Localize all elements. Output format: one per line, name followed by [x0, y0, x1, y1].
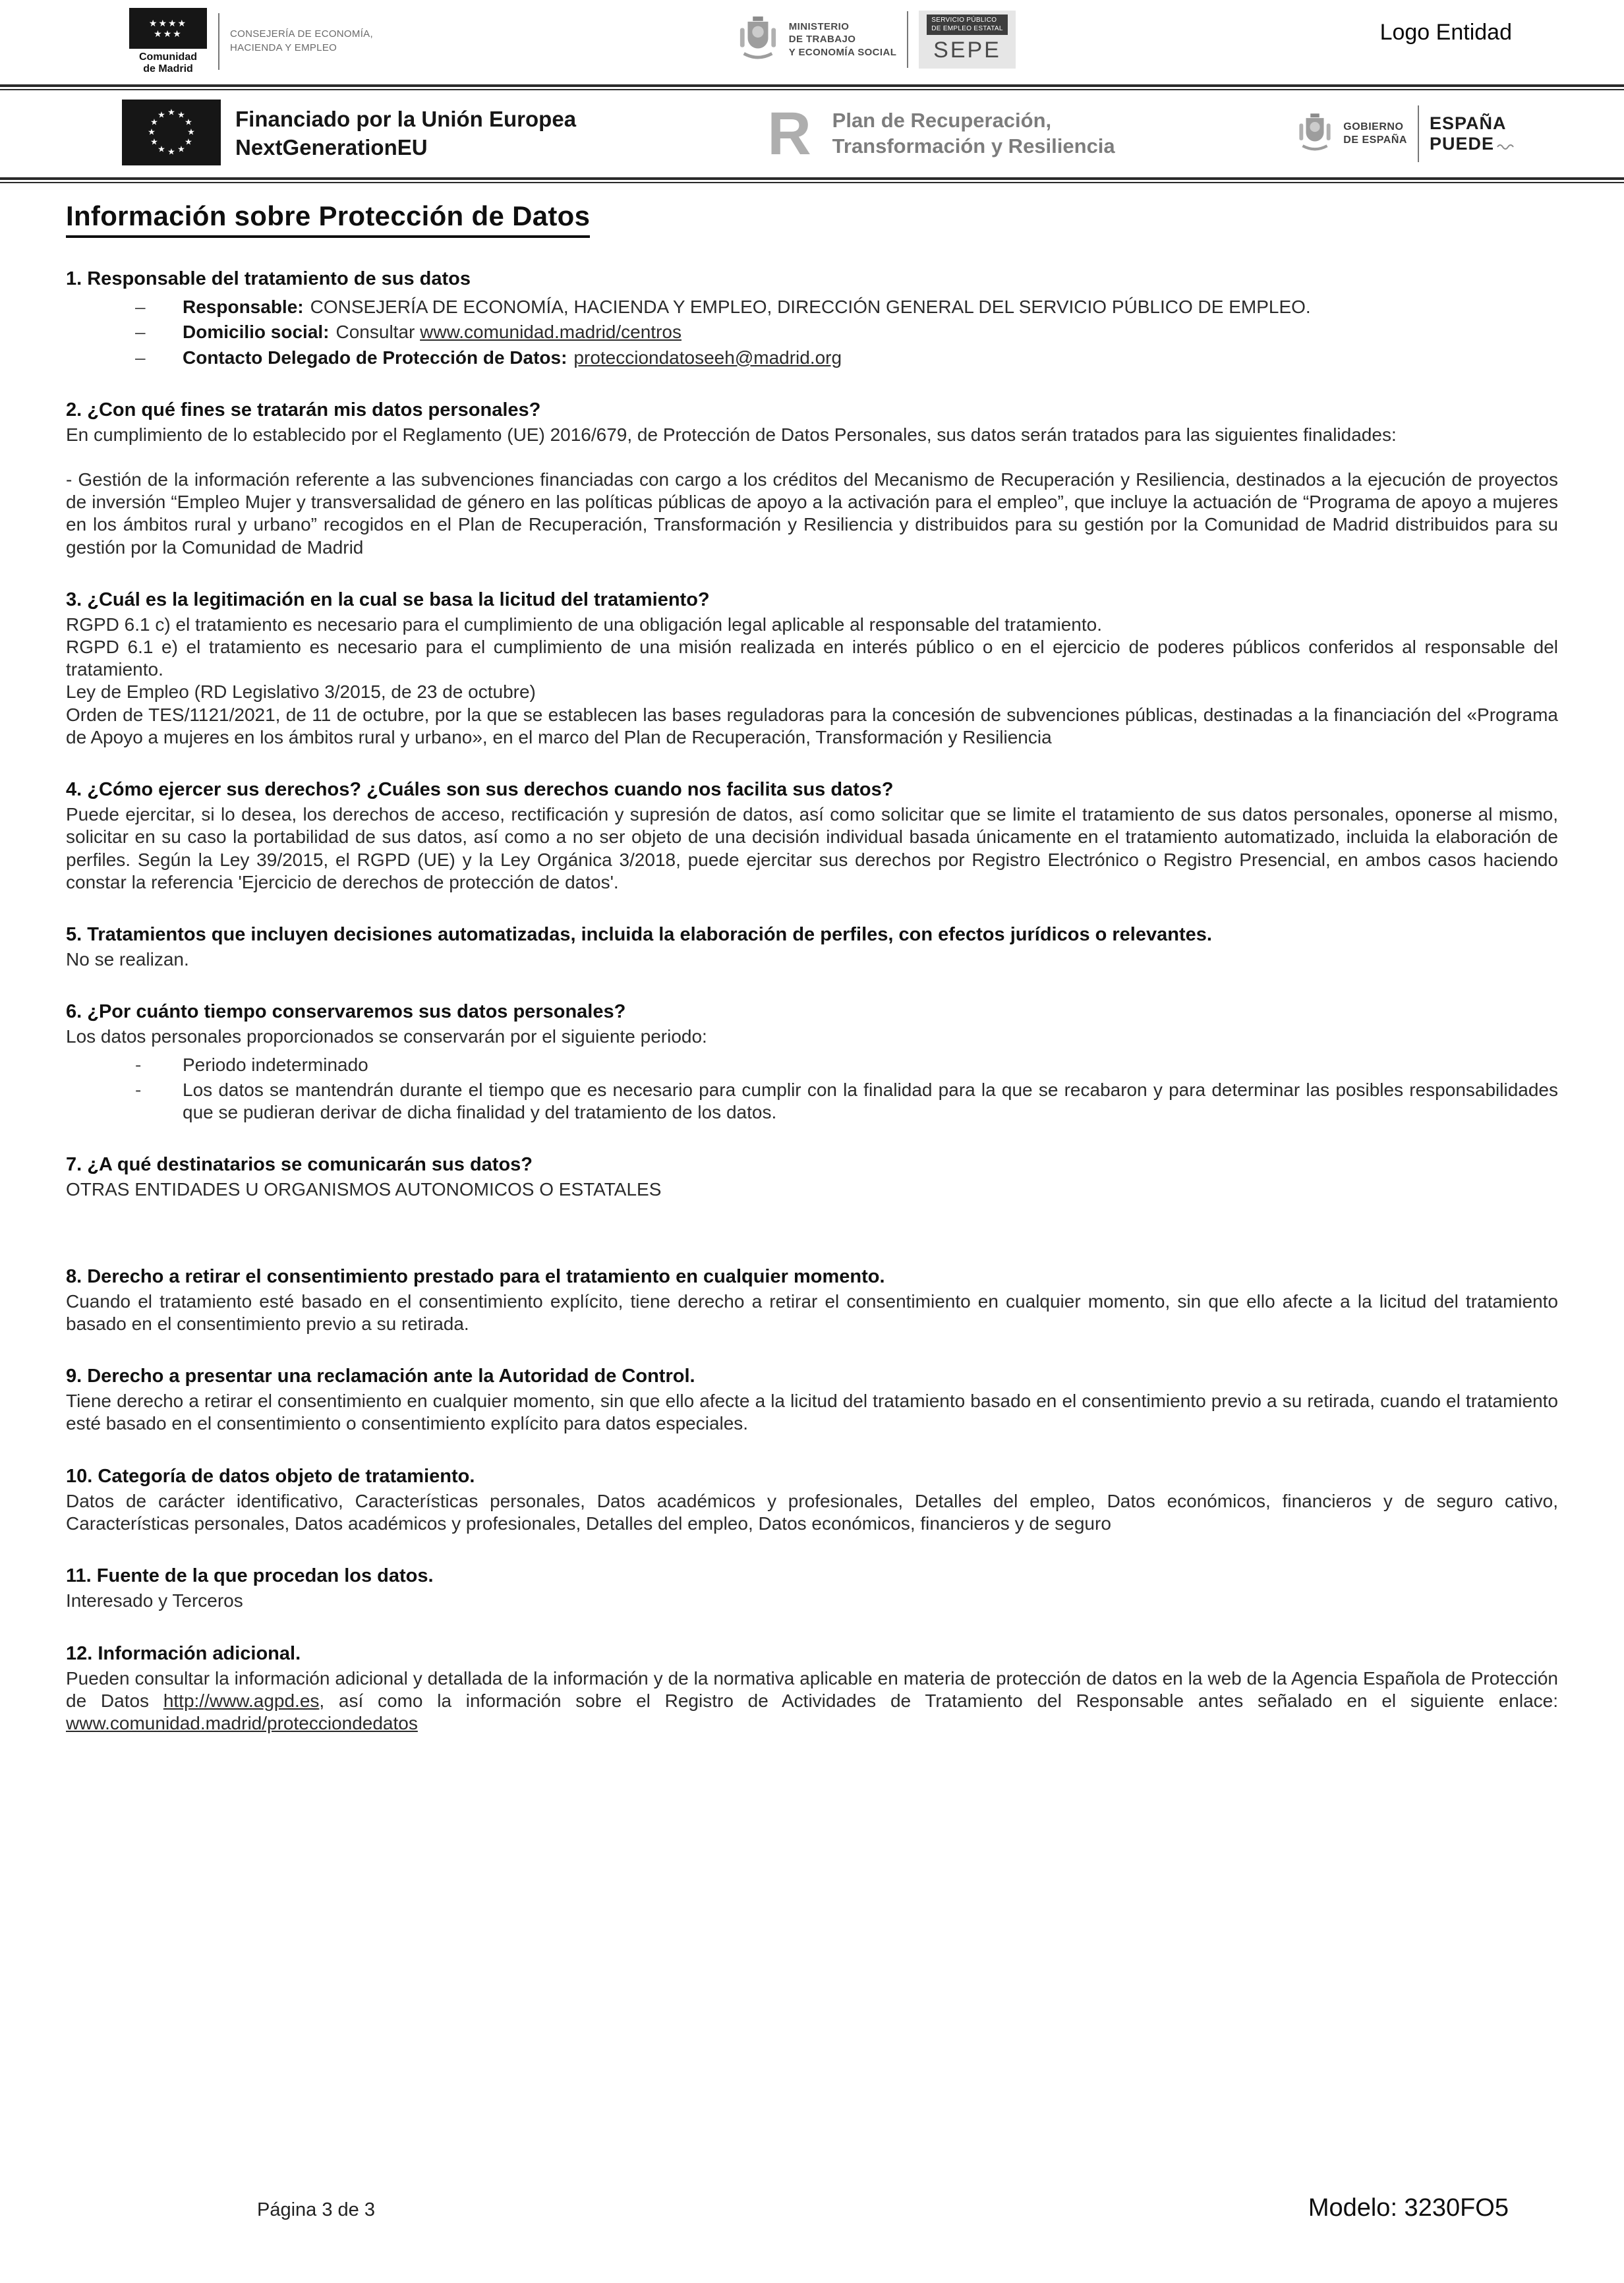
section-7-destinatarios: [66, 1153, 1558, 1201]
gobierno-espana-block: [1297, 105, 1515, 162]
list-item: [66, 1054, 1558, 1076]
list-item: [66, 321, 1558, 343]
svg-text:★: ★: [158, 144, 165, 154]
form-model-code: Modelo: 3230FO5: [1308, 2194, 1509, 2222]
list-item: [66, 1079, 1558, 1124]
svg-text:★: ★: [177, 144, 185, 154]
paragraph: RGPD 6.1 e) el tratamiento es necesario para el cumplimiento de una misión realizada en interés público o en el ejercicio de poderes públicos conferidos al responsable del tratamiento.: [66, 637, 1558, 680]
svg-text:★: ★: [148, 127, 156, 137]
paragraph: Orden de TES/1121/2021, de 11 de octubre, por la que se establecen las bases reguladoras para la concesión de subvenciones públicas, destinadas a la financiación del «Programa de Apoyo a mujeres en los ámbitos rural y urbano», en el marco del Plan de Recuperación, Transformación y Resiliencia: [66, 704, 1558, 747]
espana-puede-label: ESPAÑA PUEDE: [1430, 113, 1515, 154]
dash-marker: –: [135, 322, 146, 343]
section-heading: 5. Tratamientos que incluyen decisiones automatizadas, incluida la elaboración de perfiles, con efectos jurídicos o relevantes.: [66, 923, 1212, 945]
section-4-derechos: [66, 778, 1558, 894]
section-2-fines: [66, 398, 1558, 559]
prtr-block: [759, 100, 1115, 167]
entity-logo-placeholder: Logo Entidad: [1379, 20, 1512, 45]
dash-marker: –: [135, 347, 146, 368]
list-item: [66, 347, 1558, 369]
paragraph: Ley de Empleo (RD Legislativo 3/2015, de 23 de octubre): [66, 681, 536, 703]
section-11-fuente-datos: [66, 1564, 1558, 1612]
eu-funding-block: [122, 100, 576, 169]
section-heading: 4. ¿Cómo ejercer sus derechos? ¿Cuáles son sus derechos cuando nos facilita sus datos?: [66, 778, 894, 800]
spain-coat-of-arms-icon: [738, 15, 778, 65]
section-9-reclamacion: [66, 1364, 1558, 1435]
svg-text:★: ★: [158, 110, 165, 120]
funding-banner: [0, 90, 1624, 177]
document-footer: [0, 2194, 1624, 2222]
link-comunidad-madrid-centros[interactable]: www.comunidad.madrid/centros: [420, 322, 682, 343]
section-heading: 2. ¿Con qué fines se tratarán mis datos personales?: [66, 399, 541, 420]
comunidad-madrid-block: [129, 8, 373, 74]
paragraph: OTRAS ENTIDADES U ORGANISMOS AUTONOMICOS O ESTATALES: [66, 1179, 662, 1200]
section-heading: 11. Fuente de la que procedan los datos.: [66, 1565, 434, 1587]
field-label: Responsable:: [183, 297, 304, 318]
header-top-row: [0, 0, 1624, 84]
field-label: Domicilio social:: [183, 322, 330, 343]
eu-flag-icon: [122, 100, 221, 169]
paragraph: Puede ejercitar, si lo desea, los derechos de acceso, rectificación y supresión de datos, así como solicitar que se limite el tratamiento de sus datos personales, oponerse al mismo, solicitar en su caso la portabilidad de sus datos, así como a no ser objeto de una decisión individual basada únicamente en el tratamiento automatizado, incluida la elaboración de perfiles. Según la Ley 39/2015, el RGPD (UE) y la Ley Orgánica 3/2018, puede ejercitar sus derechos por Registro Electrónico o Registro Presencial, en ambos casos haciendo constar la referencia 'Ejercicio de derechos de protección de datos'.: [66, 804, 1558, 892]
paragraph: Cuando el tratamiento esté basado en el consentimiento explícito, tiene derecho a retirar el consentimiento en cualquier momento, sin que ello afecte a la licitud del tratamiento basado en el consentimiento previo a su retirada.: [66, 1290, 1558, 1334]
horizontal-rule: [0, 84, 1624, 90]
section-6-conservacion: [66, 1000, 1558, 1124]
sepe-logo: [919, 11, 1015, 69]
section-heading: 6. ¿Por cuánto tiempo conservaremos sus datos personales?: [66, 1001, 626, 1023]
link-agpd[interactable]: http://www.agpd.es: [163, 1691, 320, 1711]
section-5-decisiones-automatizadas: [66, 923, 1558, 971]
section-heading: 9. Derecho a presentar una reclamación ante la Autoridad de Control.: [66, 1366, 695, 1387]
paragraph: Datos de carácter identificativo, Características personales, Datos académicos y profesionales, Detalles del empleo, Datos económicos, financieros y de seguro cativo, Características personales, Datos académicos y profesionales, Detalles del empleo, Datos económicos, financieros y de seguro: [66, 1490, 1558, 1534]
comunidad-madrid-wordmark: Comunidad de Madrid: [139, 51, 197, 74]
svg-text:★: ★: [167, 147, 175, 157]
section-heading: 7. ¿A qué destinatarios se comunicarán sus datos?: [66, 1154, 533, 1176]
svg-text:★: ★: [185, 137, 192, 147]
ministry-label: MINISTERIO DE TRABAJO Y ECONOMÍA SOCIAL: [788, 20, 897, 58]
stars-row: ★★★: [154, 28, 183, 39]
document-body: [0, 183, 1624, 1735]
madrid-stars-icon: [129, 8, 207, 49]
horizontal-rule: [0, 177, 1624, 183]
dash-marker: -: [135, 1054, 142, 1075]
section-heading: 3. ¿Cuál es la legitimación en la cual se basa la licitud del tratamiento?: [66, 589, 710, 610]
svg-text:★: ★: [167, 107, 175, 117]
section-3-legitimacion: [66, 588, 1558, 749]
svg-text:★: ★: [187, 127, 195, 137]
gobierno-espana-label: GOBIERNO DE ESPAÑA: [1343, 121, 1407, 146]
paragraph: RGPD 6.1 c) el tratamiento es necesario para el cumplimiento de una obligación legal aplicable al responsable del tratamiento.: [66, 614, 1102, 635]
responsable-list: [66, 296, 1558, 368]
paragraph: - Gestión de la información referente a las subvenciones financiadas con cargo a los créditos del Mecanismo de Recuperación y Resiliencia, destinados a la ejecución de proyectos de inversión “Empleo Mujer y transversalidad de género en las políticas públicas de apoyo a la activación para el empleo”, que incluye la actuación de “Programa de apoyo a mujeres en los ámbitos rural y urbano” recogidos en el Plan de Recuperación, Transformación y Resiliencia y distribuidos para su gestión por la Comunidad de Madrid distribuidos para su gestión por la Comunidad de Madrid: [66, 469, 1558, 558]
list-item-text: Los datos se mantendrán durante el tiempo que es necesario para cumplir con la finalidad para la que se recabaron y para determinar las posibles responsabilidades que se pudieran derivar de dicha finalidad y del tratamiento de los datos.: [183, 1079, 1558, 1122]
svg-text:★: ★: [177, 110, 185, 120]
list-item-text: Domicilio social: Consultar www.comunidad.madrid/centros: [183, 322, 682, 343]
stars-row: ★★★★: [148, 17, 188, 28]
paragraph: Los datos personales proporcionados se conservarán por el siguiente periodo:: [66, 1026, 707, 1047]
dash-marker: -: [135, 1079, 142, 1100]
list-item: [66, 296, 1558, 318]
vertical-divider: [907, 11, 908, 68]
svg-text:★: ★: [150, 137, 158, 147]
svg-text:★: ★: [150, 117, 158, 127]
page-title: Información sobre Protección de Datos: [66, 200, 590, 238]
gobierno-coat-of-arms-icon: [1297, 112, 1333, 156]
paragraph: Pueden consultar la información adicional y detallada de la información y de la normativa aplicable en materia de protección de datos en la web de la Agencia Española de Protección de Datos http://www.agpd.es, así como la información sobre el Registro de Actividades de Tratamiento del Responsable antes señalado en el siguiente enlace: www.comunidad.madrid/protecciondedatos: [66, 1667, 1558, 1734]
section-heading: 1. Responsable del tratamiento de sus datos: [66, 268, 471, 289]
paragraph: Interesado y Terceros: [66, 1590, 243, 1611]
consejeria-label: CONSEJERÍA DE ECONOMÍA, HACIENDA Y EMPLEO: [230, 28, 373, 53]
svg-text:★: ★: [185, 117, 192, 127]
link-dpo-email[interactable]: protecciondatoseeh@madrid.org: [573, 347, 842, 368]
sepe-wordmark: SEPE: [933, 38, 1001, 63]
vertical-divider: [218, 13, 219, 70]
list-item-text: Responsable: CONSEJERÍA DE ECONOMÍA, HACIENDA Y EMPLEO, DIRECCIÓN GENERAL DEL SERVICIO PÚBLICO DE EMPLEO.: [183, 297, 1311, 318]
paragraph: Tiene derecho a retirar el consentimiento en cualquier momento, sin que ello afecte a la licitud del tratamiento basado en el consentimiento previo a su retirada, cuando el tratamiento esté basado en el consentimiento o consentimiento explícito para datos especiales.: [66, 1391, 1558, 1434]
list-item-text: [183, 347, 1558, 369]
eu-funding-label: Financiado por la Unión Europea NextGenerationEU: [235, 107, 577, 159]
section-8-retirar-consentimiento: [66, 1265, 1558, 1336]
comunidad-madrid-logo: [129, 8, 208, 74]
section-10-categoria-datos: [66, 1464, 1558, 1536]
section-1-responsable: [66, 267, 1558, 369]
page-number: Página 3 de 3: [257, 2199, 375, 2220]
section-heading: 8. Derecho a retirar el consentimiento prestado para el tratamiento en cualquier momento.: [66, 1265, 885, 1287]
paragraph: En cumplimiento de lo establecido por el Reglamento (UE) 2016/679, de Protección de Datos Personales, sus datos serán tratados para las siguientes finalidades:: [66, 424, 1397, 445]
prtr-label: Plan de Recuperación, Transformación y Resiliencia: [832, 109, 1115, 158]
wave-icon: [1497, 134, 1515, 154]
link-comunidad-madrid-protecciondedatos[interactable]: www.comunidad.madrid/protecciondedatos: [66, 1713, 418, 1734]
vertical-divider: [1418, 105, 1419, 162]
section-heading: 10. Categoría de datos objeto de tratamiento.: [66, 1465, 475, 1487]
retention-list: [66, 1054, 1558, 1124]
field-label: Contacto Delegado de Protección de Datos:: [183, 347, 567, 368]
document-header: [0, 0, 1624, 183]
sepe-caption: SERVICIO PÚBLICO DE EMPLEO ESTATAL: [927, 14, 1007, 35]
paragraph: No se realizan.: [66, 949, 189, 970]
dash-marker: –: [135, 297, 146, 318]
prtr-logo-icon: R: [767, 100, 811, 167]
ministry-block: [738, 11, 1016, 69]
section-heading: 12. Información adicional.: [66, 1642, 301, 1664]
list-item-text: Periodo indeterminado: [183, 1054, 368, 1075]
section-12-informacion-adicional: [66, 1642, 1558, 1735]
